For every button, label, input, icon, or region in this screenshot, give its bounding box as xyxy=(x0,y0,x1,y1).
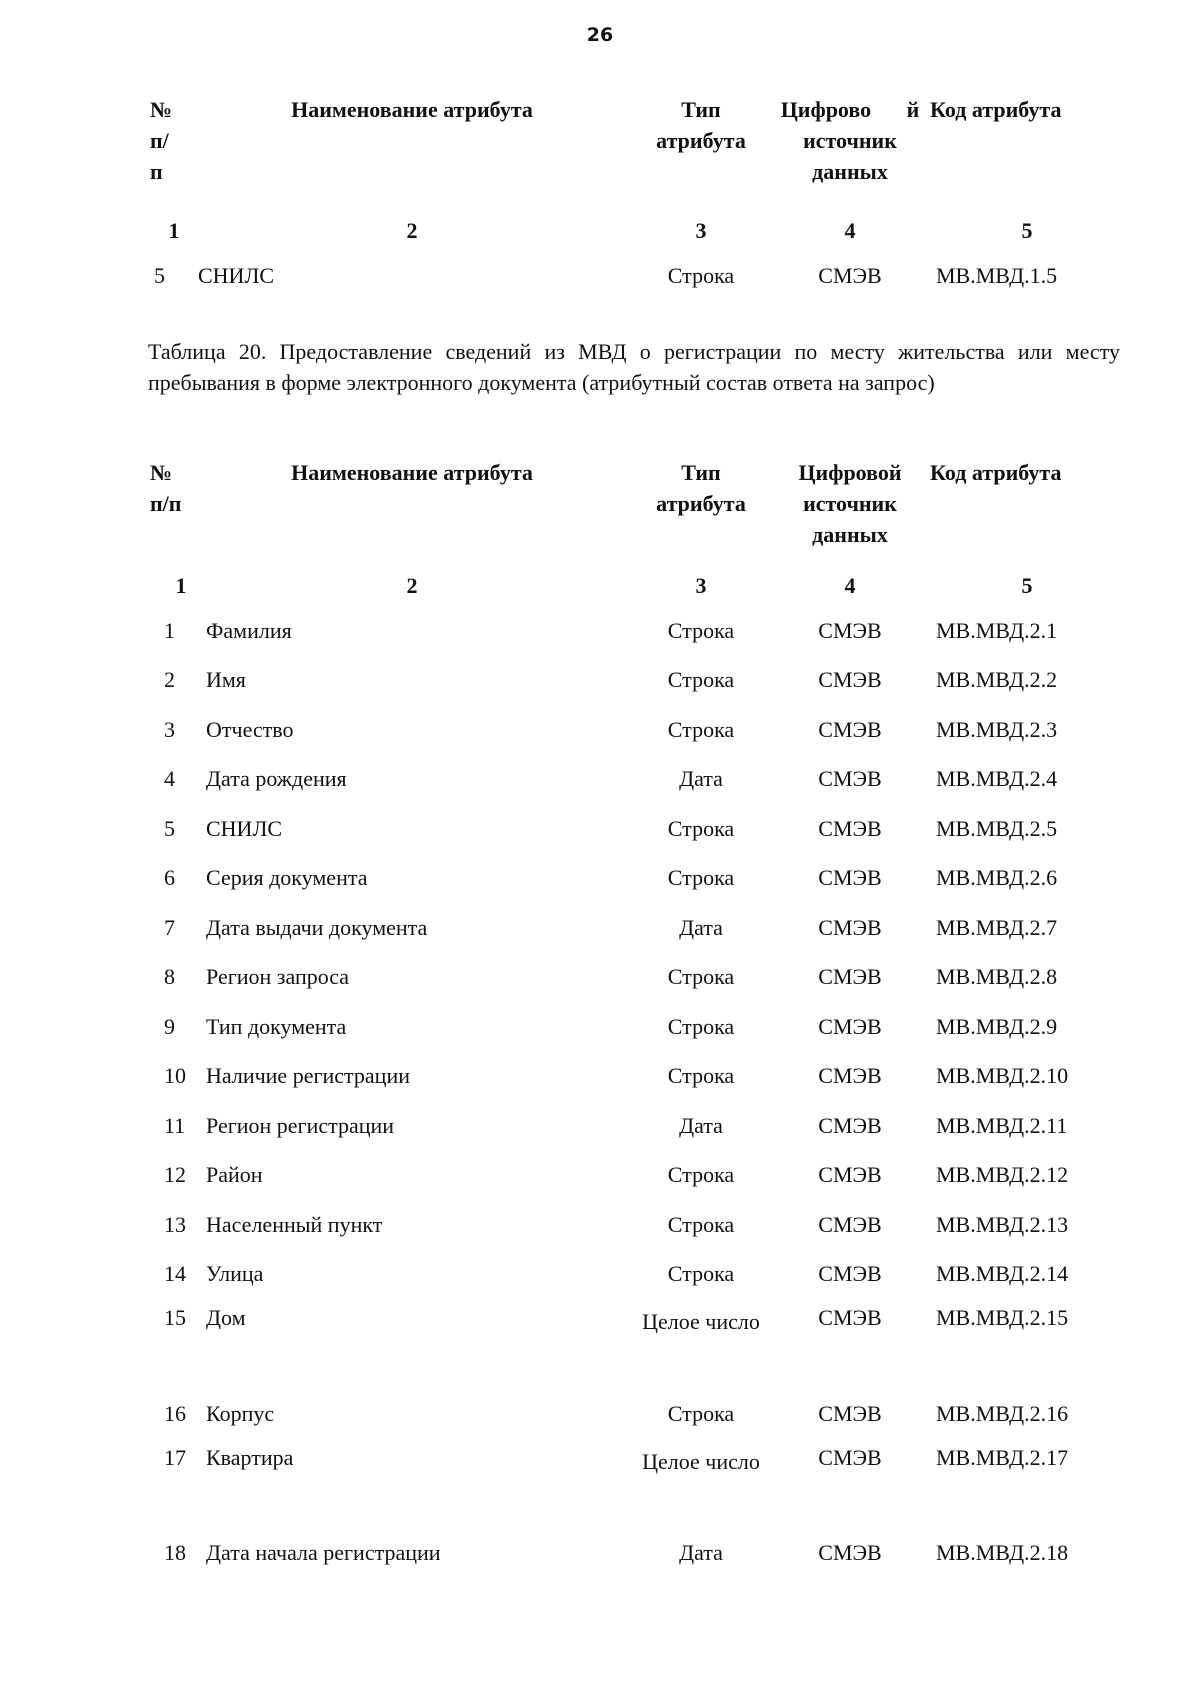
attribute-code: МВ.МВД.2.5 xyxy=(936,815,1058,841)
row-number: 5 xyxy=(164,815,175,841)
attribute-code: МВ.МВД.2.7 xyxy=(936,914,1058,940)
header-data-source: Цифрово й источник данных xyxy=(780,97,920,184)
attribute-name: Корпус xyxy=(206,1400,275,1426)
row-number: 5 xyxy=(154,262,165,288)
table-row xyxy=(150,1299,1130,1389)
attribute-code: МВ.МВД.2.3 xyxy=(936,716,1058,742)
attribute-type: Дата xyxy=(679,1112,723,1138)
table-row xyxy=(150,755,1130,805)
attribute-code: МВ.МВД.2.18 xyxy=(936,1540,1069,1566)
data-source: СМЭВ xyxy=(818,766,882,792)
attribute-type: Строка xyxy=(667,716,735,742)
attribute-code: МВ.МВД.2.15 xyxy=(936,1305,1069,1330)
attribute-type: Дата xyxy=(679,1540,723,1566)
row-number: 13 xyxy=(164,1211,186,1237)
attribute-type: Строка xyxy=(667,964,735,990)
attribute-name: Тип документа xyxy=(206,1013,347,1039)
attribute-type: Строка xyxy=(667,262,735,288)
data-source: СМЭВ xyxy=(818,1305,882,1330)
row-number: 7 xyxy=(164,914,175,940)
header-attribute-type: Тип атрибута xyxy=(656,97,746,153)
attribute-name: Регион запроса xyxy=(206,964,350,990)
column-number: 5 xyxy=(1021,218,1033,243)
row-number: 8 xyxy=(164,964,175,990)
attribute-type: Целое число xyxy=(642,1309,760,1334)
table-row xyxy=(150,251,1130,301)
attribute-code: МВ.МВД.2.13 xyxy=(936,1211,1069,1237)
column-number-row xyxy=(150,550,1130,606)
data-source: СМЭВ xyxy=(818,914,882,940)
row-number: 3 xyxy=(164,716,175,742)
attribute-type: Целое число xyxy=(642,1448,760,1474)
table-row xyxy=(150,1200,1130,1250)
attribute-type: Строка xyxy=(667,815,735,841)
column-number: 2 xyxy=(406,573,418,598)
data-source: СМЭВ xyxy=(818,1261,882,1287)
row-number: 6 xyxy=(164,865,175,891)
attribute-type: Строка xyxy=(667,865,735,891)
table-row xyxy=(150,1389,1130,1439)
attribute-code: МВ.МВД.2.17 xyxy=(936,1444,1069,1470)
data-source: СМЭВ xyxy=(818,667,882,693)
column-number: 1 xyxy=(175,573,187,598)
attributes-table xyxy=(150,457,1130,1578)
attribute-code: МВ.МВД.2.4 xyxy=(936,766,1058,792)
row-number: 11 xyxy=(164,1112,186,1138)
attribute-code: МВ.МВД.2.1 xyxy=(936,617,1058,643)
row-number: 10 xyxy=(164,1063,186,1089)
table-row xyxy=(150,903,1130,953)
row-number: 4 xyxy=(164,766,175,792)
data-source: СМЭВ xyxy=(818,1162,882,1188)
table-row xyxy=(150,606,1130,656)
table-row xyxy=(150,804,1130,854)
attribute-name: Наличие регистрации xyxy=(206,1063,410,1089)
attribute-name: Регион регистрации xyxy=(206,1112,395,1138)
table-row xyxy=(150,1101,1130,1151)
attribute-name: Район xyxy=(206,1162,263,1188)
row-number: 12 xyxy=(164,1162,186,1188)
data-source: СМЭВ xyxy=(818,1063,882,1089)
table-row xyxy=(150,953,1130,1003)
attribute-name: Дата выдачи документа xyxy=(206,914,428,940)
attribute-type: Строка xyxy=(667,1162,735,1188)
attribute-name: СНИЛС xyxy=(198,262,275,288)
row-number: 9 xyxy=(164,1013,175,1039)
row-number: 14 xyxy=(164,1261,186,1287)
table-header-row xyxy=(150,94,1130,187)
row-number: 2 xyxy=(164,667,175,693)
attribute-name: Квартира xyxy=(206,1444,294,1470)
column-number: 5 xyxy=(1021,573,1033,598)
table-row xyxy=(150,1529,1130,1579)
attribute-type: Строка xyxy=(667,617,735,643)
table-row xyxy=(150,1250,1130,1300)
attribute-type: Строка xyxy=(667,1261,735,1287)
attribute-name: Имя xyxy=(206,667,246,693)
attribute-name: СНИЛС xyxy=(206,815,283,841)
attribute-code: МВ.МВД.2.6 xyxy=(936,865,1058,891)
attribute-type: Строка xyxy=(667,1400,735,1426)
row-number: 18 xyxy=(164,1540,186,1566)
attribute-type: Дата xyxy=(679,766,723,792)
table-row xyxy=(150,1002,1130,1052)
column-number: 3 xyxy=(695,218,707,243)
header-attribute-name: Наименование атрибута xyxy=(291,460,533,485)
table-caption: Таблица 20. Предоставление сведений из МВД о регистрации по месту жительства или месту пребывания в форме электронного документа (атрибутный состав ответа на запрос) xyxy=(148,339,1120,395)
column-number: 2 xyxy=(406,218,418,243)
attribute-name: Фамилия xyxy=(206,617,292,643)
row-number: 16 xyxy=(164,1400,186,1426)
data-source: СМЭВ xyxy=(818,716,882,742)
attribute-name: Дата рождения xyxy=(206,766,347,792)
attribute-code: МВ.МВД.2.12 xyxy=(936,1162,1069,1188)
attribute-code: МВ.МВД.2.16 xyxy=(936,1400,1069,1426)
data-source: СМЭВ xyxy=(818,865,882,891)
column-number: 3 xyxy=(695,573,707,598)
column-number-row xyxy=(150,187,1130,251)
table-row xyxy=(150,854,1130,904)
data-source: СМЭВ xyxy=(818,1112,882,1138)
data-source: СМЭВ xyxy=(818,1400,882,1426)
data-source: СМЭВ xyxy=(818,617,882,643)
attribute-type: Строка xyxy=(667,1211,735,1237)
attribute-name: Улица xyxy=(206,1261,264,1287)
attribute-name: Отчество xyxy=(206,716,294,742)
attribute-type: Строка xyxy=(667,1063,735,1089)
attribute-code: МВ.МВД.2.9 xyxy=(936,1013,1058,1039)
attribute-code: МВ.МВД.2.8 xyxy=(936,964,1058,990)
header-data-source: Цифровой источник данных xyxy=(798,460,902,547)
data-source: СМЭВ xyxy=(818,1444,882,1470)
attribute-name: Дата начала регистрации xyxy=(206,1540,441,1566)
data-source: СМЭВ xyxy=(818,1540,882,1566)
attribute-type: Строка xyxy=(667,667,735,693)
attribute-code: МВ.МВД.2.2 xyxy=(936,667,1058,693)
header-number: № п/п xyxy=(150,460,182,516)
attributes-table-continued xyxy=(150,94,1130,301)
column-number: 4 xyxy=(844,218,856,243)
data-source: СМЭВ xyxy=(818,964,882,990)
table-header-row xyxy=(150,457,1130,550)
row-number: 17 xyxy=(164,1444,186,1470)
header-attribute-name: Наименование атрибута xyxy=(291,97,533,122)
table-row xyxy=(150,1151,1130,1201)
table-row xyxy=(150,656,1130,706)
attribute-code: МВ.МВД.2.10 xyxy=(936,1063,1069,1089)
header-number: № п/ п xyxy=(150,97,173,184)
attribute-type: Строка xyxy=(667,1013,735,1039)
attribute-name: Дом xyxy=(206,1305,246,1330)
attribute-type: Дата xyxy=(679,914,723,940)
header-attribute-code: Код атрибута xyxy=(930,97,1062,122)
data-source: СМЭВ xyxy=(818,815,882,841)
column-number: 4 xyxy=(844,573,856,598)
header-attribute-type: Тип атрибута xyxy=(656,460,746,516)
row-number: 15 xyxy=(164,1305,186,1330)
attribute-code: МВ.МВД.1.5 xyxy=(936,262,1058,288)
data-source: СМЭВ xyxy=(818,1013,882,1039)
attribute-code: МВ.МВД.2.11 xyxy=(936,1112,1068,1138)
data-source: СМЭВ xyxy=(818,262,882,288)
attribute-name: Населенный пункт xyxy=(206,1211,383,1237)
attribute-name: Серия документа xyxy=(206,865,368,891)
data-source: СМЭВ xyxy=(818,1211,882,1237)
table-row xyxy=(150,705,1130,755)
table-row xyxy=(150,1052,1130,1102)
header-attribute-code: Код атрибута xyxy=(930,460,1062,485)
attribute-code: МВ.МВД.2.14 xyxy=(936,1261,1069,1287)
row-number: 1 xyxy=(164,617,175,643)
page-number: 26 xyxy=(586,24,614,46)
column-number: 1 xyxy=(168,218,180,243)
table-row xyxy=(150,1439,1130,1529)
